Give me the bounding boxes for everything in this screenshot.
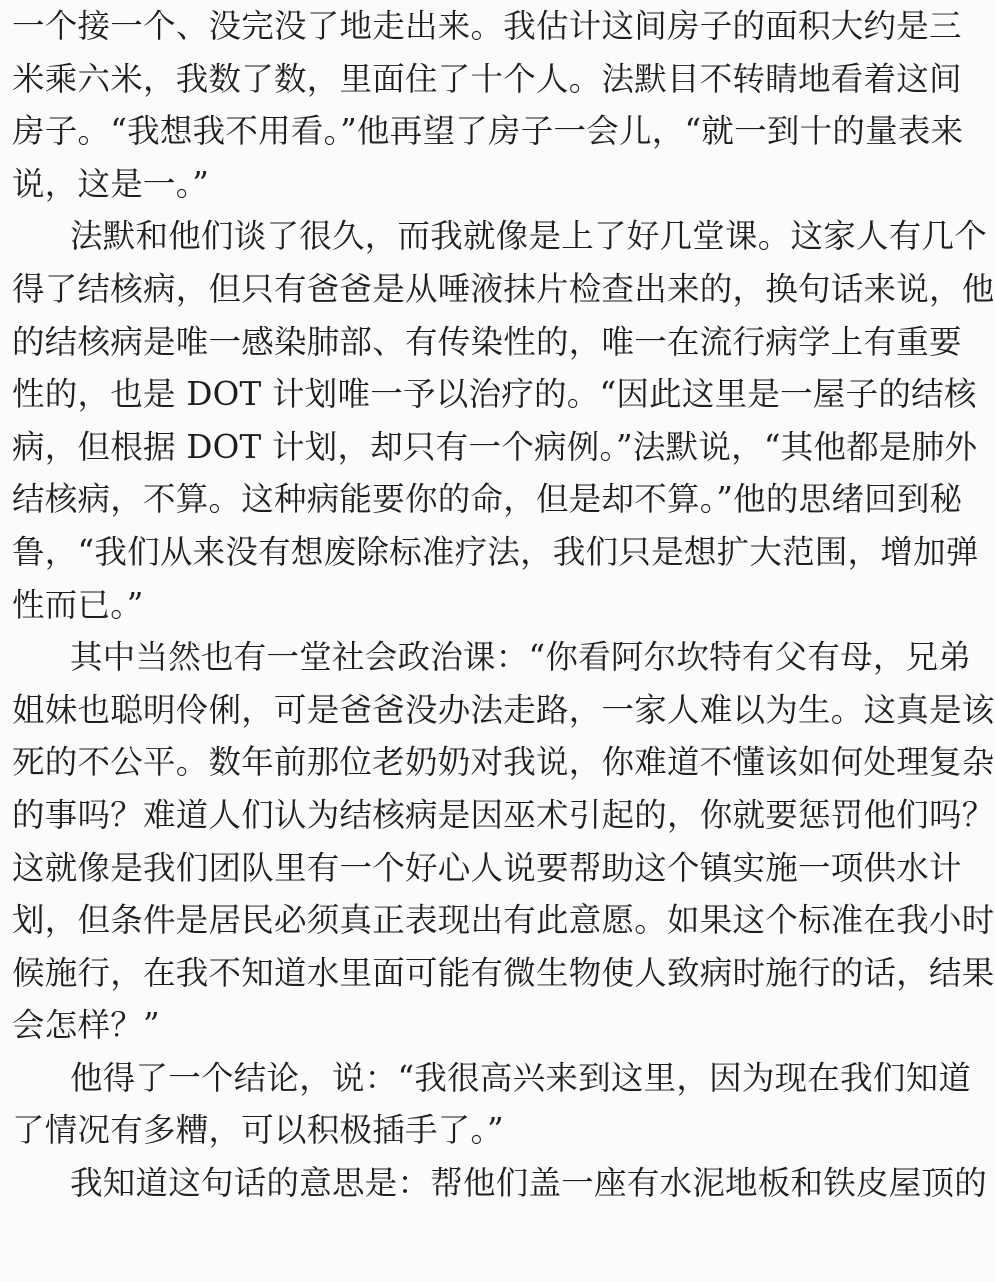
paragraph-5 — [12, 1157, 988, 1210]
text-line: 的结核病是唯一感染肺部、有传染性的，唯一在流行病学上有重要 — [12, 322, 962, 361]
text-line: 我知道这句话的意思是：帮他们盖一座有水泥地板和铁皮屋顶的 — [70, 1164, 988, 1203]
text-line: 病，但根据 DOT 计划，却只有一个病例。”法默说，“其他都是肺外 — [12, 427, 978, 466]
text-line: 得了结核病，但只有爸爸是从唾液抹片检查出来的，换句话来说，他 — [12, 269, 995, 308]
text-line: 候施行，在我不知道水里面可能有微生物使人致病时施行的话，结果 — [12, 953, 995, 992]
text-line: 死的不公平。数年前那位老奶奶对我说，你难道不懂该如何处理复杂 — [12, 743, 995, 782]
text-line: 姐妹也聪明伶俐，可是爸爸没办法走路，一家人难以为生。这真是该 — [12, 690, 995, 729]
paragraph-3 — [12, 631, 995, 1052]
text-line: 性的，也是 DOT 计划唯一予以治疗的。“因此这里是一屋子的结核 — [12, 375, 977, 414]
text-line: 说，这是一。” — [12, 164, 210, 203]
paragraph-1 — [12, 0, 964, 210]
text-line: 鲁，“我们从来没有想废除标准疗法，我们只是想扩大范围，增加弹 — [12, 532, 979, 571]
text-line: 性而已。” — [12, 585, 144, 624]
text-line: 其中当然也有一堂社会政治课：“你看阿尔坎特有父有母，兄弟 — [70, 638, 972, 677]
text-line: 一个接一个、没完没了地走出来。我估计这间房子的面积大约是三 — [12, 7, 962, 45]
text-line: 了情况有多糟，可以积极插手了。” — [12, 1111, 504, 1150]
text-line: 结核病，不算。这种病能要你的命，但是却不算。”他的思绪回到秘 — [12, 480, 963, 519]
paragraph-2 — [12, 210, 995, 631]
text-line: 这就像是我们团队里有一个好心人说要帮助这个镇实施一项供水计 — [12, 848, 962, 887]
text-line: 房子。“我想我不用看。”他再望了房子一会儿，“就一到十的量表来 — [12, 112, 964, 151]
text-line: 的事吗？难道人们认为结核病是因巫术引起的，你就要惩罚他们吗？ — [12, 795, 995, 834]
text-line: 会怎样？” — [12, 1006, 160, 1045]
text-line: 他得了一个结论，说：“我很高兴来到这里，因为现在我们知道 — [70, 1058, 972, 1097]
text-line: 法默和他们谈了很久，而我就像是上了好几堂课。这家人有几个 — [70, 217, 988, 256]
paragraph-4 — [12, 1052, 972, 1157]
text-line: 米乘六米，我数了数，里面住了十个人。法默目不转睛地看着这间 — [12, 59, 962, 98]
text-line: 划，但条件是居民必须真正表现出有此意愿。如果这个标准在我小时 — [12, 901, 995, 940]
